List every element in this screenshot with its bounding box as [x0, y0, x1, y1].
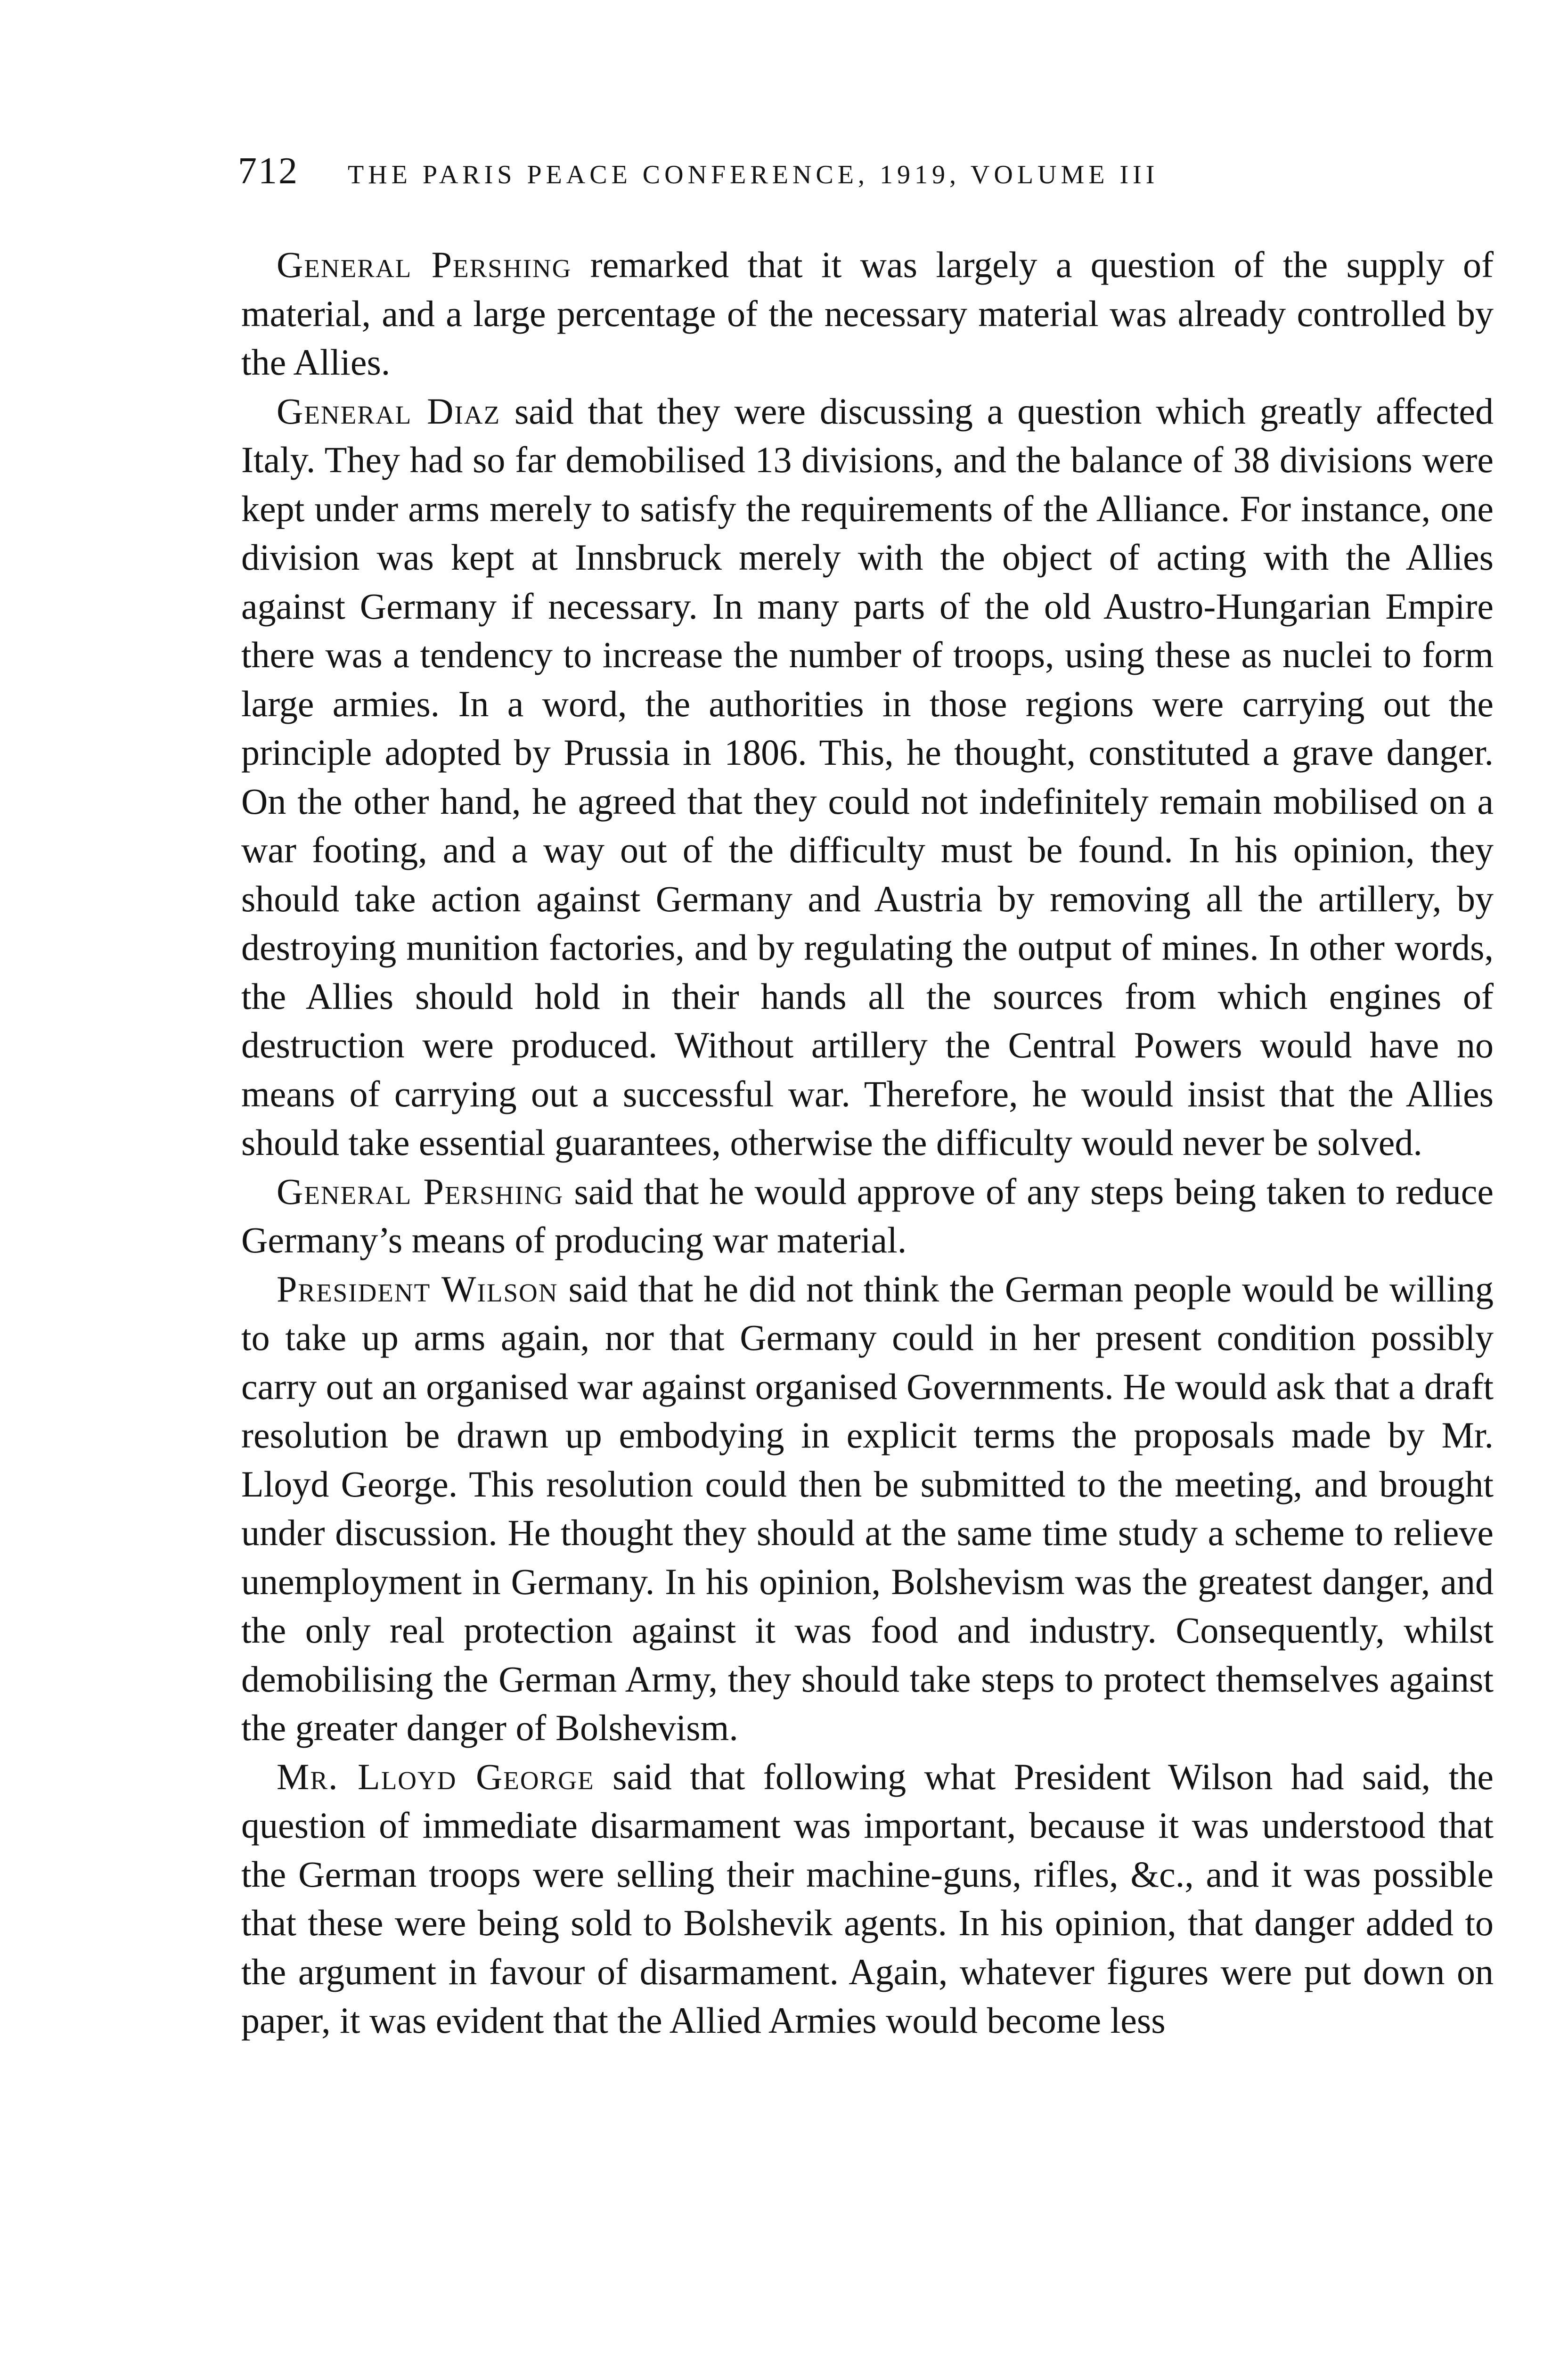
paragraph-pershing-material — [241, 240, 1494, 387]
speaker-name: Mr. Lloyd George — [277, 1756, 595, 1797]
paragraph-text: said that he did not think the German people would be willing to take up arms again, nor that Germany could in her present condition possibly carry out an organised war against organised Governments. He would ask that a draft resolution be drawn up embodying in explicit terms the proposals made by Mr. Lloyd George. This resolution could then be submitted to the meeting, and brought under discussion. He thought they should at the same time study a scheme to relieve unemployment in Germany. In his opinion, Bolshevism was the greatest danger, and the only real protection against it was food and industry. Consequently, whilst demobilising the German Army, they should take steps to protect themselves against the greater danger of Bolshevism. — [241, 1268, 1494, 1748]
speaker-name: General Diaz — [277, 390, 501, 432]
paragraph-diaz-italy — [241, 387, 1494, 1167]
speaker-name: General Pershing — [277, 244, 572, 285]
paragraph-lloyd-george-disarmament — [241, 1752, 1494, 2045]
speaker-name: General Pershing — [277, 1170, 564, 1212]
page-number: 712 — [238, 150, 299, 192]
paragraph-text: remarked that it was largely a question of the supply of material, and a large percentage of the necessary material was already controlled by the Allies. — [241, 244, 1494, 383]
paragraph-text: said that following what President Wilson had said, the question of immediate disarmament was important, because it was understood that the German troops were selling their machine-guns, rifles, &c., and it was possible that these were being sold to Bolshevik agents. In his opinion, that danger added to the argument in favour of disarmament. Again, whatever figures were put down on paper, it was evident that the Allied Armies would become less — [241, 1756, 1494, 2041]
running-title: THE PARIS PEACE CONFERENCE, 1919, VOLUME III — [348, 160, 1159, 189]
speaker-name: President Wilson — [277, 1268, 558, 1309]
body-text — [241, 240, 1494, 2045]
paragraph-text: said that he would approve of any steps being taken to reduce Germany’s means of producing war material. — [241, 1170, 1494, 1260]
paragraph-wilson-resolution — [241, 1265, 1494, 1752]
paragraph-text: said that they were discussing a question which greatly affected Italy. They had so far demobilised 13 divisions, and the balance of 38 divisions were kept under arms merely to satisfy the requirements of the Alliance. For instance, one division was kept at Innsbruck merely with the object of acting with the Allies against Germany if necessary. In many parts of the old Austro-Hungarian Empire there was a tendency to increase the number of troops, using these as nuclei to form large armies. In a word, the authorities in those regions were carrying out the principle adopted by Prussia in 1806. This, he thought, constituted a grave danger. On the other hand, he agreed that they could not indefinitely remain mobilised on a war footing, and a way out of the difficulty must be found. In his opinion, they should take action against Germany and Austria by removing all the artillery, by destroying munition factories, and by regulating the output of mines. In other words, the Allies should hold in their hands all the sources from which engines of destruction were produced. Without artillery the Central Powers would have no means of carrying out a successful war. Therefore, he would insist that the Allies should take essential guarantees, otherwise the difficulty would never be solved. — [241, 390, 1494, 1163]
paragraph-pershing-approve — [241, 1167, 1494, 1265]
running-header — [238, 150, 1510, 206]
